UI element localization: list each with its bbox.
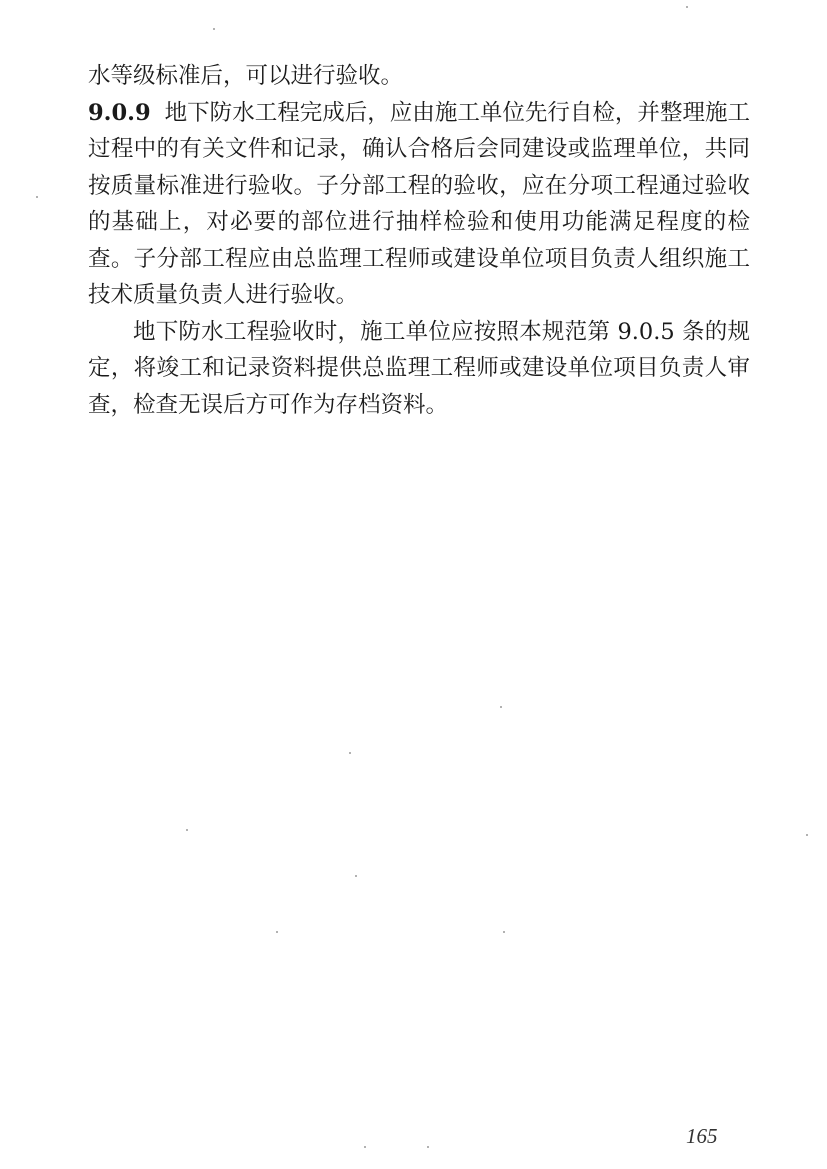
paragraph-text: 水等级标准后，可以进行验收。 bbox=[88, 63, 404, 89]
scan-speck bbox=[355, 875, 357, 877]
scan-speck bbox=[276, 931, 278, 933]
scan-speck bbox=[427, 1146, 429, 1148]
body-text bbox=[88, 58, 750, 423]
scan-speck bbox=[349, 752, 351, 754]
scan-speck bbox=[500, 706, 502, 708]
scan-speck bbox=[186, 829, 188, 831]
scan-speck bbox=[686, 6, 688, 8]
scan-speck bbox=[213, 28, 215, 30]
scan-speck bbox=[36, 196, 38, 198]
clause-number: 9.0.9 bbox=[88, 99, 151, 126]
scan-speck bbox=[503, 931, 505, 933]
paragraph-text: 地下防水工程完成后，应由施工单位先行自检，并整理施工过程中的有关文件和记录，确认合格后会同建设或监理单位，共同按质量标准进行验收。子分部工程的验收，应在分项工程通过验收的基础上，对必要的部位进行抽样检验和使用功能满足程度的检查。子分部工程应由总监理工程师或建设单位项目负责人组织施工技术质量负责人进行验收。 bbox=[88, 99, 750, 308]
continuation-paragraph bbox=[88, 58, 750, 95]
paragraph-text: 地下防水工程验收时，施工单位应按照本规范第 9.0.5 条的规定，将竣工和记录资料提供总监理工程师或建设单位项目负责人审查，检查无误后方可作为存档资料。 bbox=[88, 318, 750, 418]
scan-speck bbox=[806, 834, 808, 836]
page-number: 165 bbox=[686, 1124, 718, 1148]
indented-paragraph bbox=[88, 314, 750, 424]
scan-speck bbox=[364, 1146, 366, 1148]
clause-paragraph bbox=[88, 95, 750, 314]
